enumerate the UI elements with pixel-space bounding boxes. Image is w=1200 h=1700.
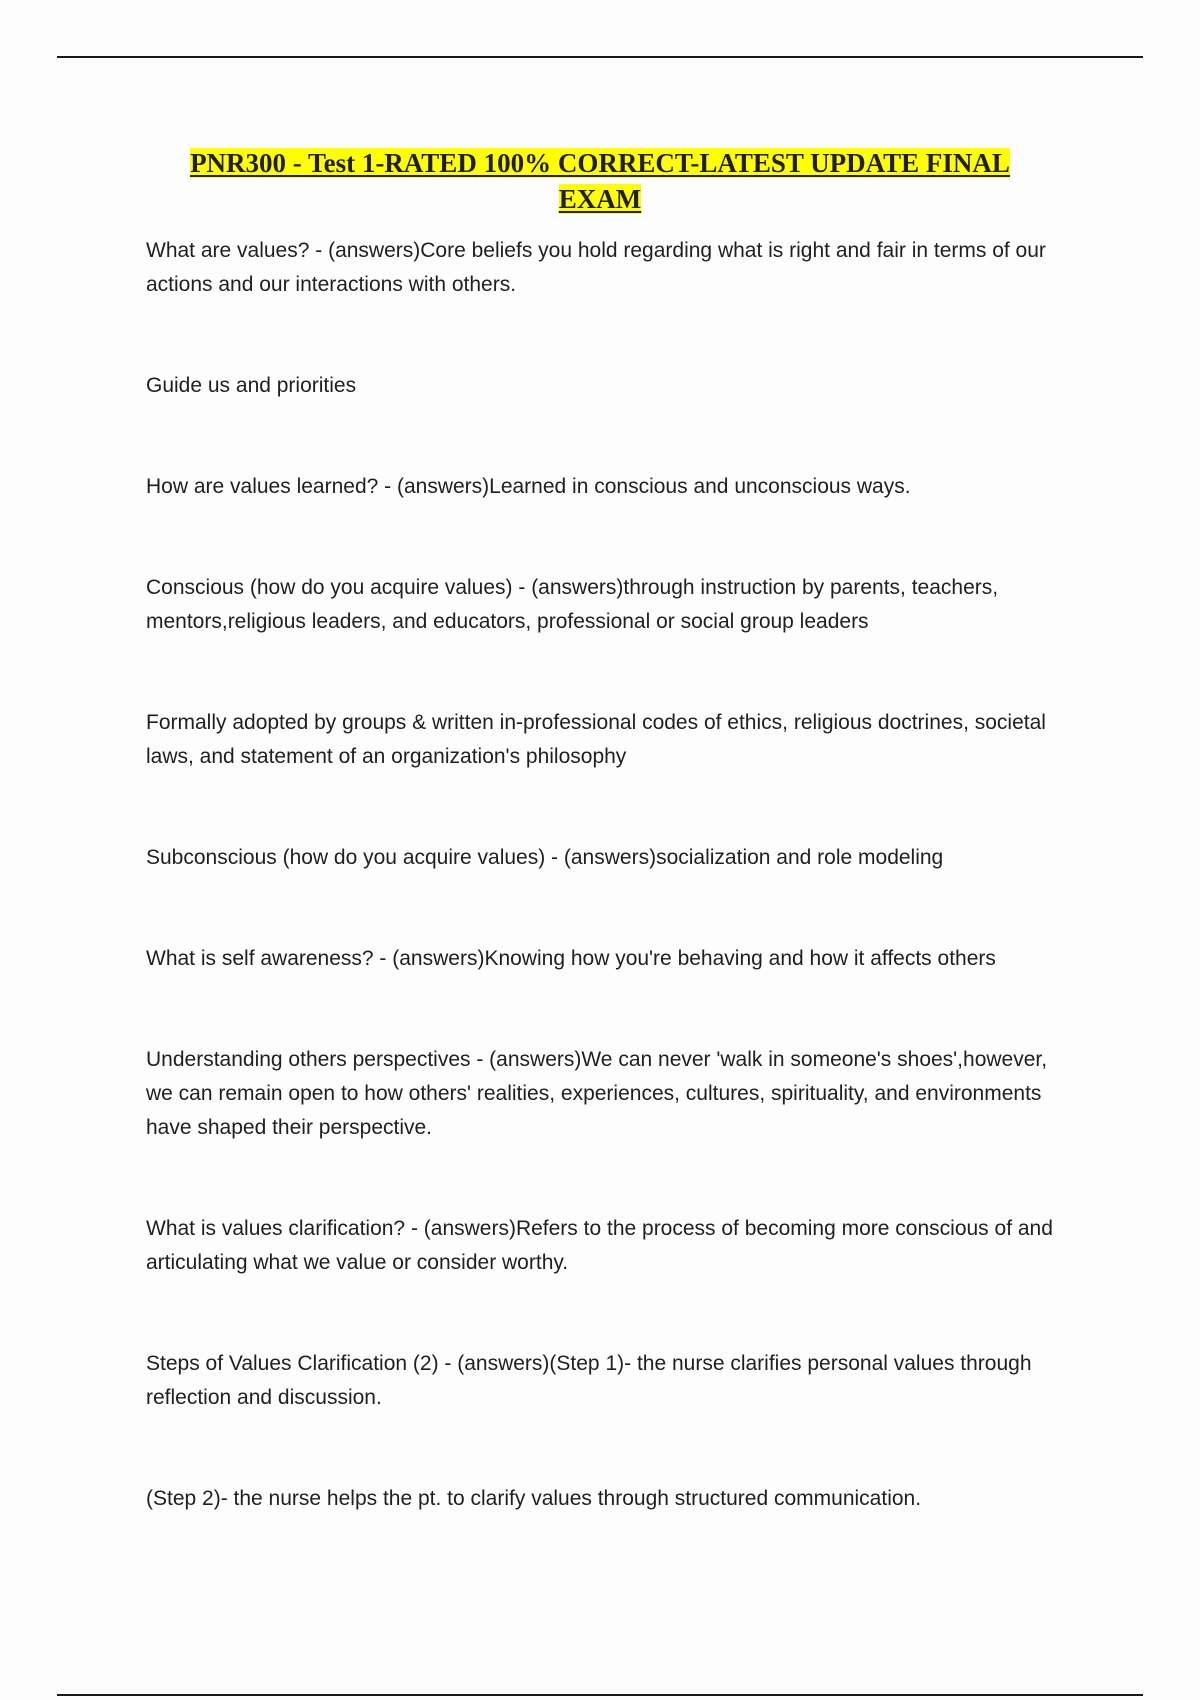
top-rule [57, 56, 1143, 58]
document-title [150, 145, 1050, 217]
paragraph: (Step 2)- the nurse helps the pt. to clarify values through structured communication. [146, 1487, 922, 1510]
paragraph: What are values? - (answers)Core beliefs you hold regarding what is right and fair in terms of our actions and our interactions with others. [146, 239, 1046, 296]
paragraph: What is values clarification? - (answers)Refers to the process of becoming more conscious of and articulating what we value or consider worthy. [146, 1217, 1053, 1274]
bottom-rule [57, 1694, 1143, 1696]
paragraph: What is self awareness? - (answers)Knowing how you're behaving and how it affects others [146, 947, 996, 970]
paragraph: How are values learned? - (answers)Learned in conscious and unconscious ways. [146, 475, 911, 498]
paragraph: Formally adopted by groups & written in-professional codes of ethics, religious doctrines, societal laws, and statement of an organization's philosophy [146, 711, 1046, 768]
paragraph: Steps of Values Clarification (2) - (answers)(Step 1)- the nurse clarifies personal values through reflection and discussion. [146, 1352, 1032, 1409]
title-highlight: PNR300 - Test 1-RATED 100% CORRECT-LATEST UPDATE FINAL EXAM [190, 148, 1010, 214]
paragraph: Understanding others perspectives - (answers)We can never 'walk in someone's shoes',however, we can remain open to how others' realities, experiences, cultures, spirituality, and environments have shaped their perspective. [146, 1048, 1048, 1139]
paragraph: Guide us and priorities [146, 374, 357, 397]
document-body [146, 234, 1066, 1583]
paragraph: Conscious (how do you acquire values) - (answers)through instruction by parents, teachers, mentors,religious leaders, and educators, professional or social group leaders [146, 576, 999, 633]
paragraph: Subconscious (how do you acquire values) - (answers)socialization and role modeling [146, 846, 944, 869]
